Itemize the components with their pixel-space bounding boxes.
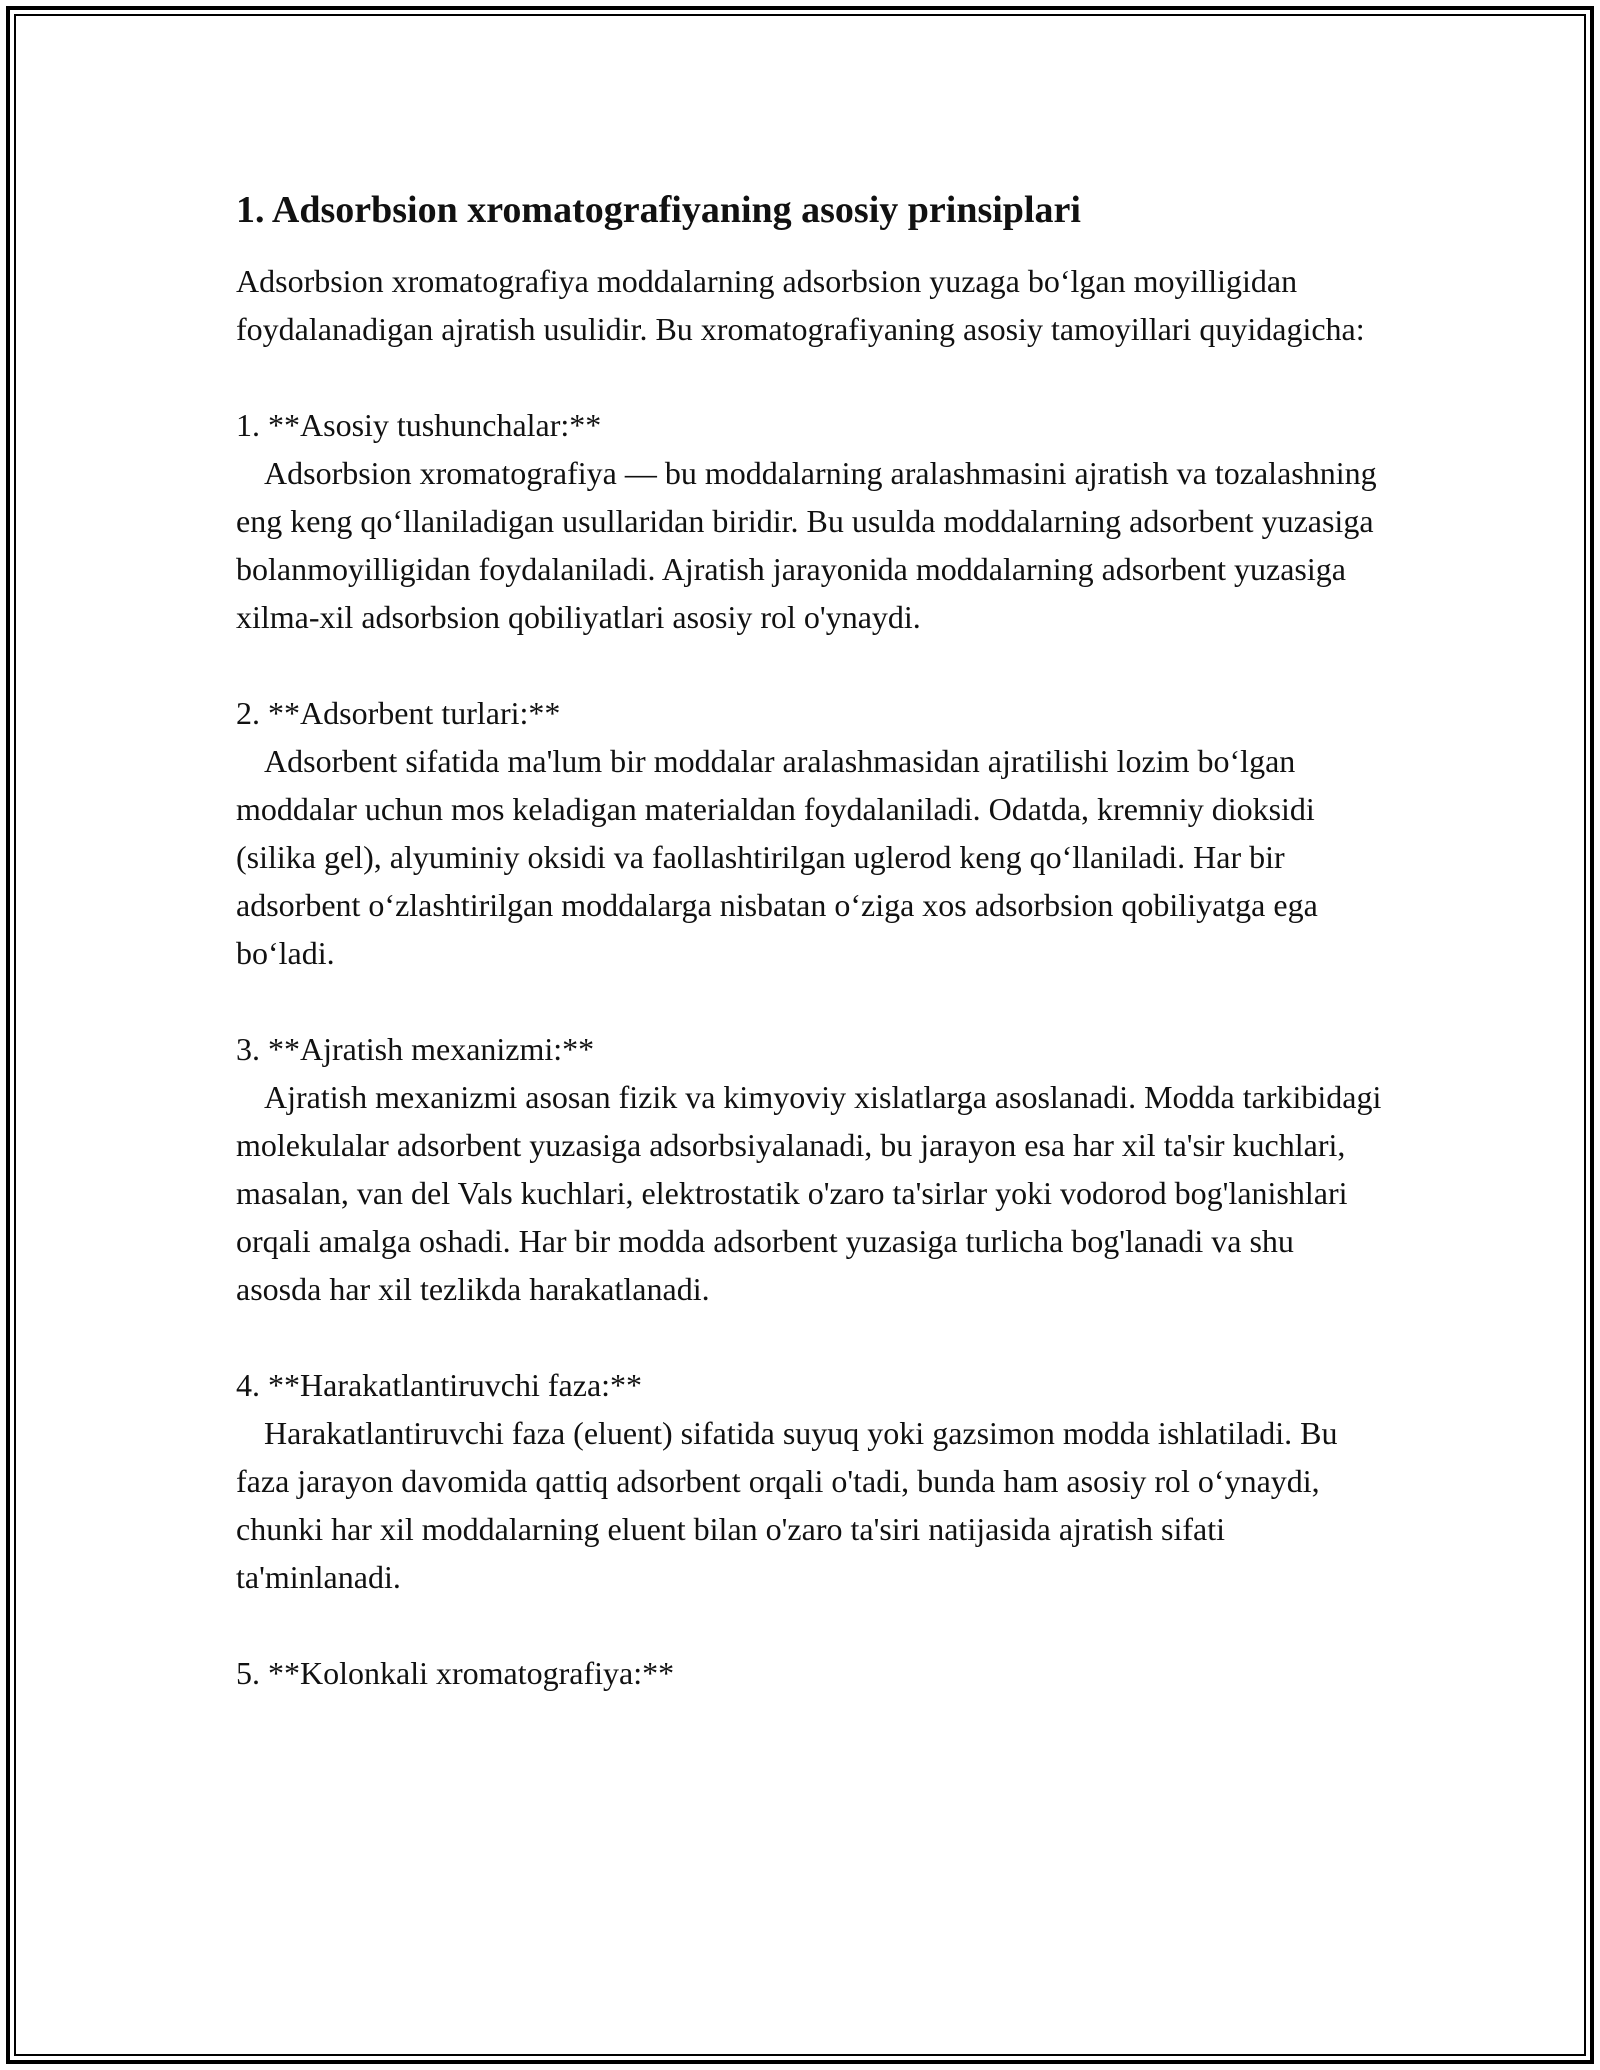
section-heading: 1. **Asosiy tushunchalar:** <box>236 407 602 444</box>
section-body: Ajratish mexanizmi asosan fizik va kimyoviy xislatlarga asoslanadi. Modda tarkibidagi molekulalar adsorbent yuzasiga adsorbsiyalanadi, bu jarayon esa har xil ta'sir kuchlari, masalan, van del Vals kuchlari, elektrostatik o'zaro ta'sirlar yoki vodorod bog'lanishlari orqali amalga oshadi. Har bir modda adsorbent yuzasiga turlicha bog'lanadi va shu asosda har xil tezlikda harakatlanadi. <box>236 1079 1382 1308</box>
intro-paragraph: Adsorbsion xromatografiya moddalarning adsorbsion yuzaga bo‘lgan moyilligidan foydalanadigan ajratish usulidir. Bu xromatografiyaning asosiy tamoyillari quyidagicha: <box>236 263 1365 348</box>
section-mobile-phase <box>236 1361 1386 1601</box>
section-basic-concepts <box>236 401 1386 641</box>
page-title: 1. Adsorbsion xromatografiyaning asosiy prinsiplari <box>236 189 1081 231</box>
section-adsorbent-types <box>236 689 1386 977</box>
section-body: Adsorbent sifatida ma'lum bir moddalar aralashmasidan ajratilishi lozim bo‘lgan moddalar uchun mos keladigan materialdan foydalaniladi. Odatda, kremniy dioksidi (silika gel), alyuminiy oksidi va faollashtirilgan uglerod keng qo‘llaniladi. Har bir adsorbent o‘zlashtirilgan moddalarga nisbatan o‘ziga xos adsorbsion qobiliyatga ega bo‘ladi. <box>236 743 1318 972</box>
section-column-chromatography <box>236 1649 1386 1697</box>
section-heading: 4. **Harakatlantiruvchi faza:** <box>236 1367 643 1404</box>
section-heading: 5. **Kolonkali xromatografiya:** <box>236 1655 675 1692</box>
section-separation-mechanism <box>236 1025 1386 1313</box>
document-body <box>236 186 1386 1745</box>
section-body: Harakatlantiruvchi faza (eluent) sifatida suyuq yoki gazsimon modda ishlatiladi. Bu faza jarayon davomida qattiq adsorbent orqali o'tadi, bunda ham asosiy rol o‘ynaydi, chunki har xil moddalarning eluent bilan o'zaro ta'siri natijasida ajratish sifati ta'minlanadi. <box>236 1415 1338 1596</box>
section-heading: 2. **Adsorbent turlari:** <box>236 695 561 732</box>
section-body: Adsorbsion xromatografiya — bu moddalarning aralashmasini ajratish va tozalashning eng keng qo‘llaniladigan usullaridan biridir. Bu usulda moddalarning adsorbent yuzasiga bolanmoyilligidan foydalaniladi. Ajratish jarayonida moddalarning adsorbent yuzasiga xilma-xil adsorbsion qobiliyatlari asosiy rol o'ynaydi. <box>236 455 1377 636</box>
section-heading: 3. **Ajratish mexanizmi:** <box>236 1031 595 1068</box>
